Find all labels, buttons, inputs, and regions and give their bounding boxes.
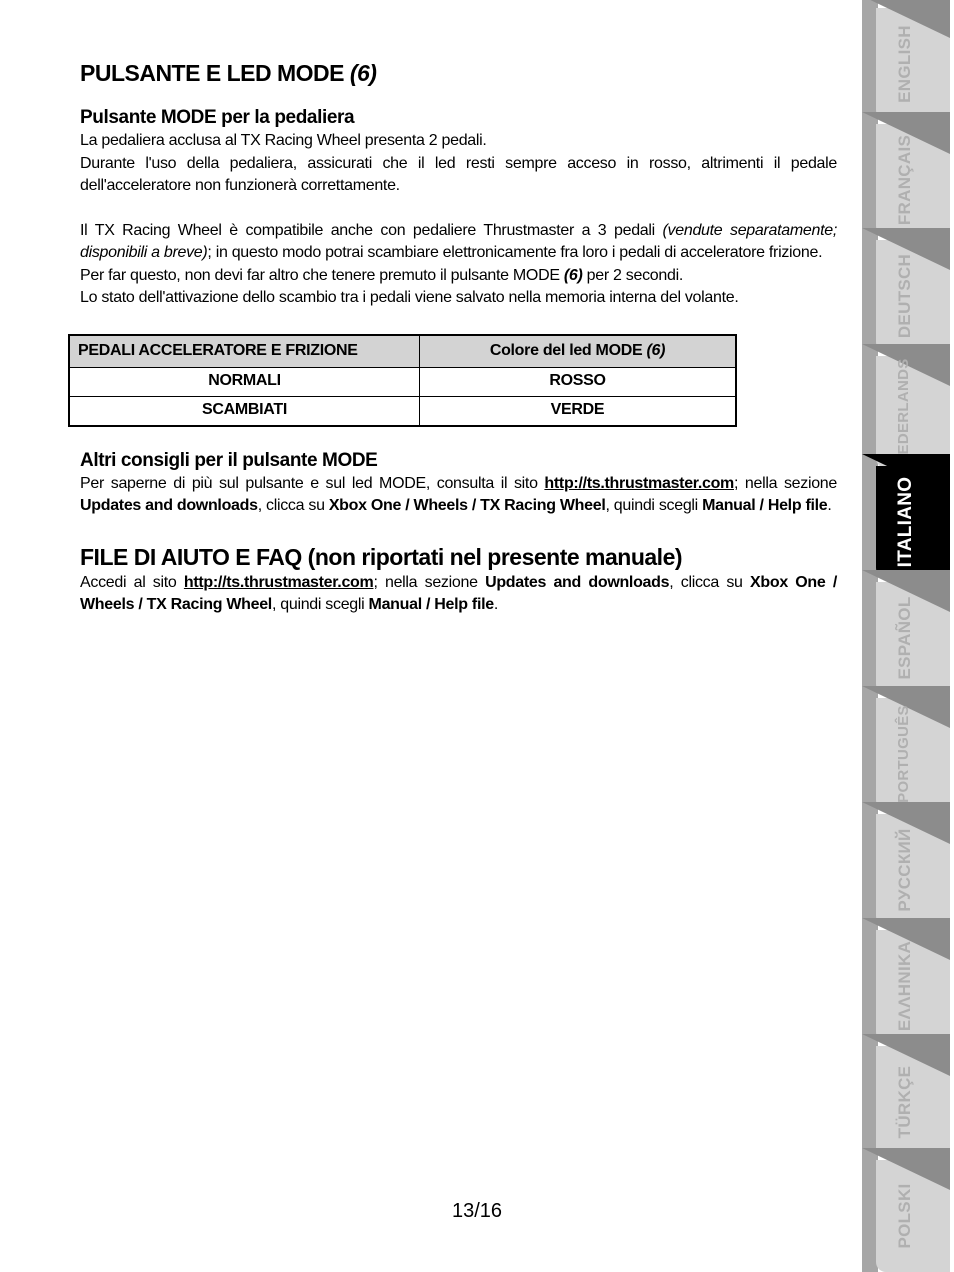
faq-text-3: , clicca su	[669, 573, 750, 591]
faq-text-1: Accedi al sito	[80, 573, 184, 591]
language-tab-turkce[interactable]	[876, 1046, 950, 1158]
language-tab-label: ENGLISH	[895, 25, 914, 103]
tips-text-3: , clicca su	[257, 497, 329, 514]
p4-text-b: per 2 secondi.	[582, 266, 683, 284]
table-header-led-color	[420, 335, 737, 368]
language-tab-russian[interactable]	[876, 814, 950, 926]
table-header-led-text: Colore del led MODE	[489, 341, 647, 359]
language-tab-label: ESPAÑOL	[895, 596, 914, 680]
p3-text-italic: (vendute separatamente; disponibili a breve)	[80, 221, 837, 261]
tips-bold-2: Xbox One / Wheels / TX Racing Wheel	[328, 497, 606, 514]
p4-ref: (6)	[563, 266, 583, 284]
language-tab-label: PORTUGUÊS	[895, 705, 912, 803]
p3-text-b: ; in questo modo potrai scambiare elettronicamente fra loro i pedali di acceleratore frizione.	[207, 244, 823, 261]
faq-paragraph	[80, 572, 837, 617]
thrustmaster-link[interactable]: http://ts.thrustmaster.com	[544, 474, 734, 492]
pedal-mode-p5: Lo stato dell'attivazione dello scambio tra i pedali viene salvato nella memoria interna del volante.	[80, 289, 739, 306]
faq-bold-3: Manual / Help file	[368, 596, 494, 613]
other-tips-heading: Altri consigli per il pulsante MODE	[80, 449, 378, 471]
pedal-swap-table	[68, 334, 737, 427]
language-tab-label: РУССКИЙ	[895, 828, 914, 912]
language-tab-label: ITALIANO	[895, 476, 916, 568]
language-tab-greek[interactable]	[876, 930, 950, 1042]
table-cell-state: NORMALI	[69, 367, 420, 396]
thrustmaster-link[interactable]: http://ts.thrustmaster.com	[183, 573, 374, 591]
other-tips-paragraph	[80, 473, 837, 518]
p4-text-a: Per far questo, non devi far altro che tenere premuto il pulsante MODE	[80, 266, 564, 284]
faq-title: FILE DI AIUTO E FAQ (non riportati nel presente manuale)	[80, 543, 683, 570]
faq-text-5: .	[493, 596, 498, 613]
p3-text-a: Il TX Racing Wheel è compatibile anche con pedaliere Thrustmaster a 3 pedali	[80, 221, 663, 239]
tips-text-4: , quindi scegli	[605, 497, 703, 514]
language-tab-portugues[interactable]	[876, 698, 950, 810]
section-title-ref: (6)	[349, 60, 377, 86]
language-tab-label: TÜRKÇE	[895, 1065, 914, 1139]
table-cell-color: ROSSO	[420, 367, 737, 396]
language-tab-nederlands[interactable]	[876, 356, 950, 468]
pedal-mode-p4	[80, 265, 837, 288]
language-tab-label: FRANÇAIS	[895, 134, 914, 226]
tips-text-2: ; nella sezione	[733, 474, 837, 492]
table-header-row	[69, 335, 736, 368]
language-tab-deutsch[interactable]	[876, 240, 950, 352]
language-tab-label: ΕΛΛΗΝΙΚΑ	[895, 940, 914, 1032]
tips-text-1: Per saperne di più sul pulsante e sul led MODE, consulta il sito	[80, 474, 545, 492]
faq-text-2: ; nella sezione	[373, 573, 486, 591]
language-tab-espanol[interactable]	[876, 582, 950, 694]
table-row	[69, 367, 736, 396]
language-tabs	[862, 0, 954, 1272]
language-tab-label: POLSKI	[895, 1183, 914, 1249]
faq-bold-2: Xbox One / Wheels / TX Racing Wheel	[80, 573, 838, 613]
language-tab-label: NEDERLANDS	[895, 358, 912, 466]
pedal-mode-p2: Durante l'uso della pedaliera, assicurati che il led resti sempre acceso in rosso, altrimenti il pedale dell'acceleratore non funzionerà correttamente.	[80, 154, 837, 194]
page-number: 13/16	[451, 1200, 503, 1222]
language-tab-english[interactable]	[876, 8, 950, 120]
tips-bold-1: Updates and downloads	[80, 497, 258, 514]
table-cell-color: VERDE	[420, 396, 737, 426]
table-cell-state: SCAMBIATI	[69, 396, 420, 426]
language-tab-polski[interactable]	[876, 1160, 950, 1272]
table-header-led-ref: (6)	[646, 341, 666, 359]
faq-bold-1: Updates and downloads	[485, 573, 670, 591]
pedal-mode-p1: La pedaliera acclusa al TX Racing Wheel presenta 2 pedali.	[80, 132, 487, 149]
language-tab-francais[interactable]	[876, 124, 950, 236]
section-title-mode	[80, 58, 837, 88]
table-row	[69, 396, 736, 426]
section-title-text: PULSANTE E LED MODE	[80, 60, 344, 86]
language-tab-italiano[interactable]	[876, 466, 950, 578]
pedal-mode-p3	[80, 220, 837, 265]
language-tab-label: DEUTSCH	[895, 253, 914, 339]
tips-bold-3: Manual / Help file	[702, 497, 828, 514]
faq-text-4: , quindi scegli	[271, 596, 369, 613]
page-content	[80, 58, 837, 617]
pedal-mode-heading: Pulsante MODE per la pedaliera	[80, 107, 355, 128]
table-header-pedals: PEDALI ACCELERATORE E FRIZIONE	[69, 335, 420, 368]
tips-text-5: .	[827, 497, 832, 514]
